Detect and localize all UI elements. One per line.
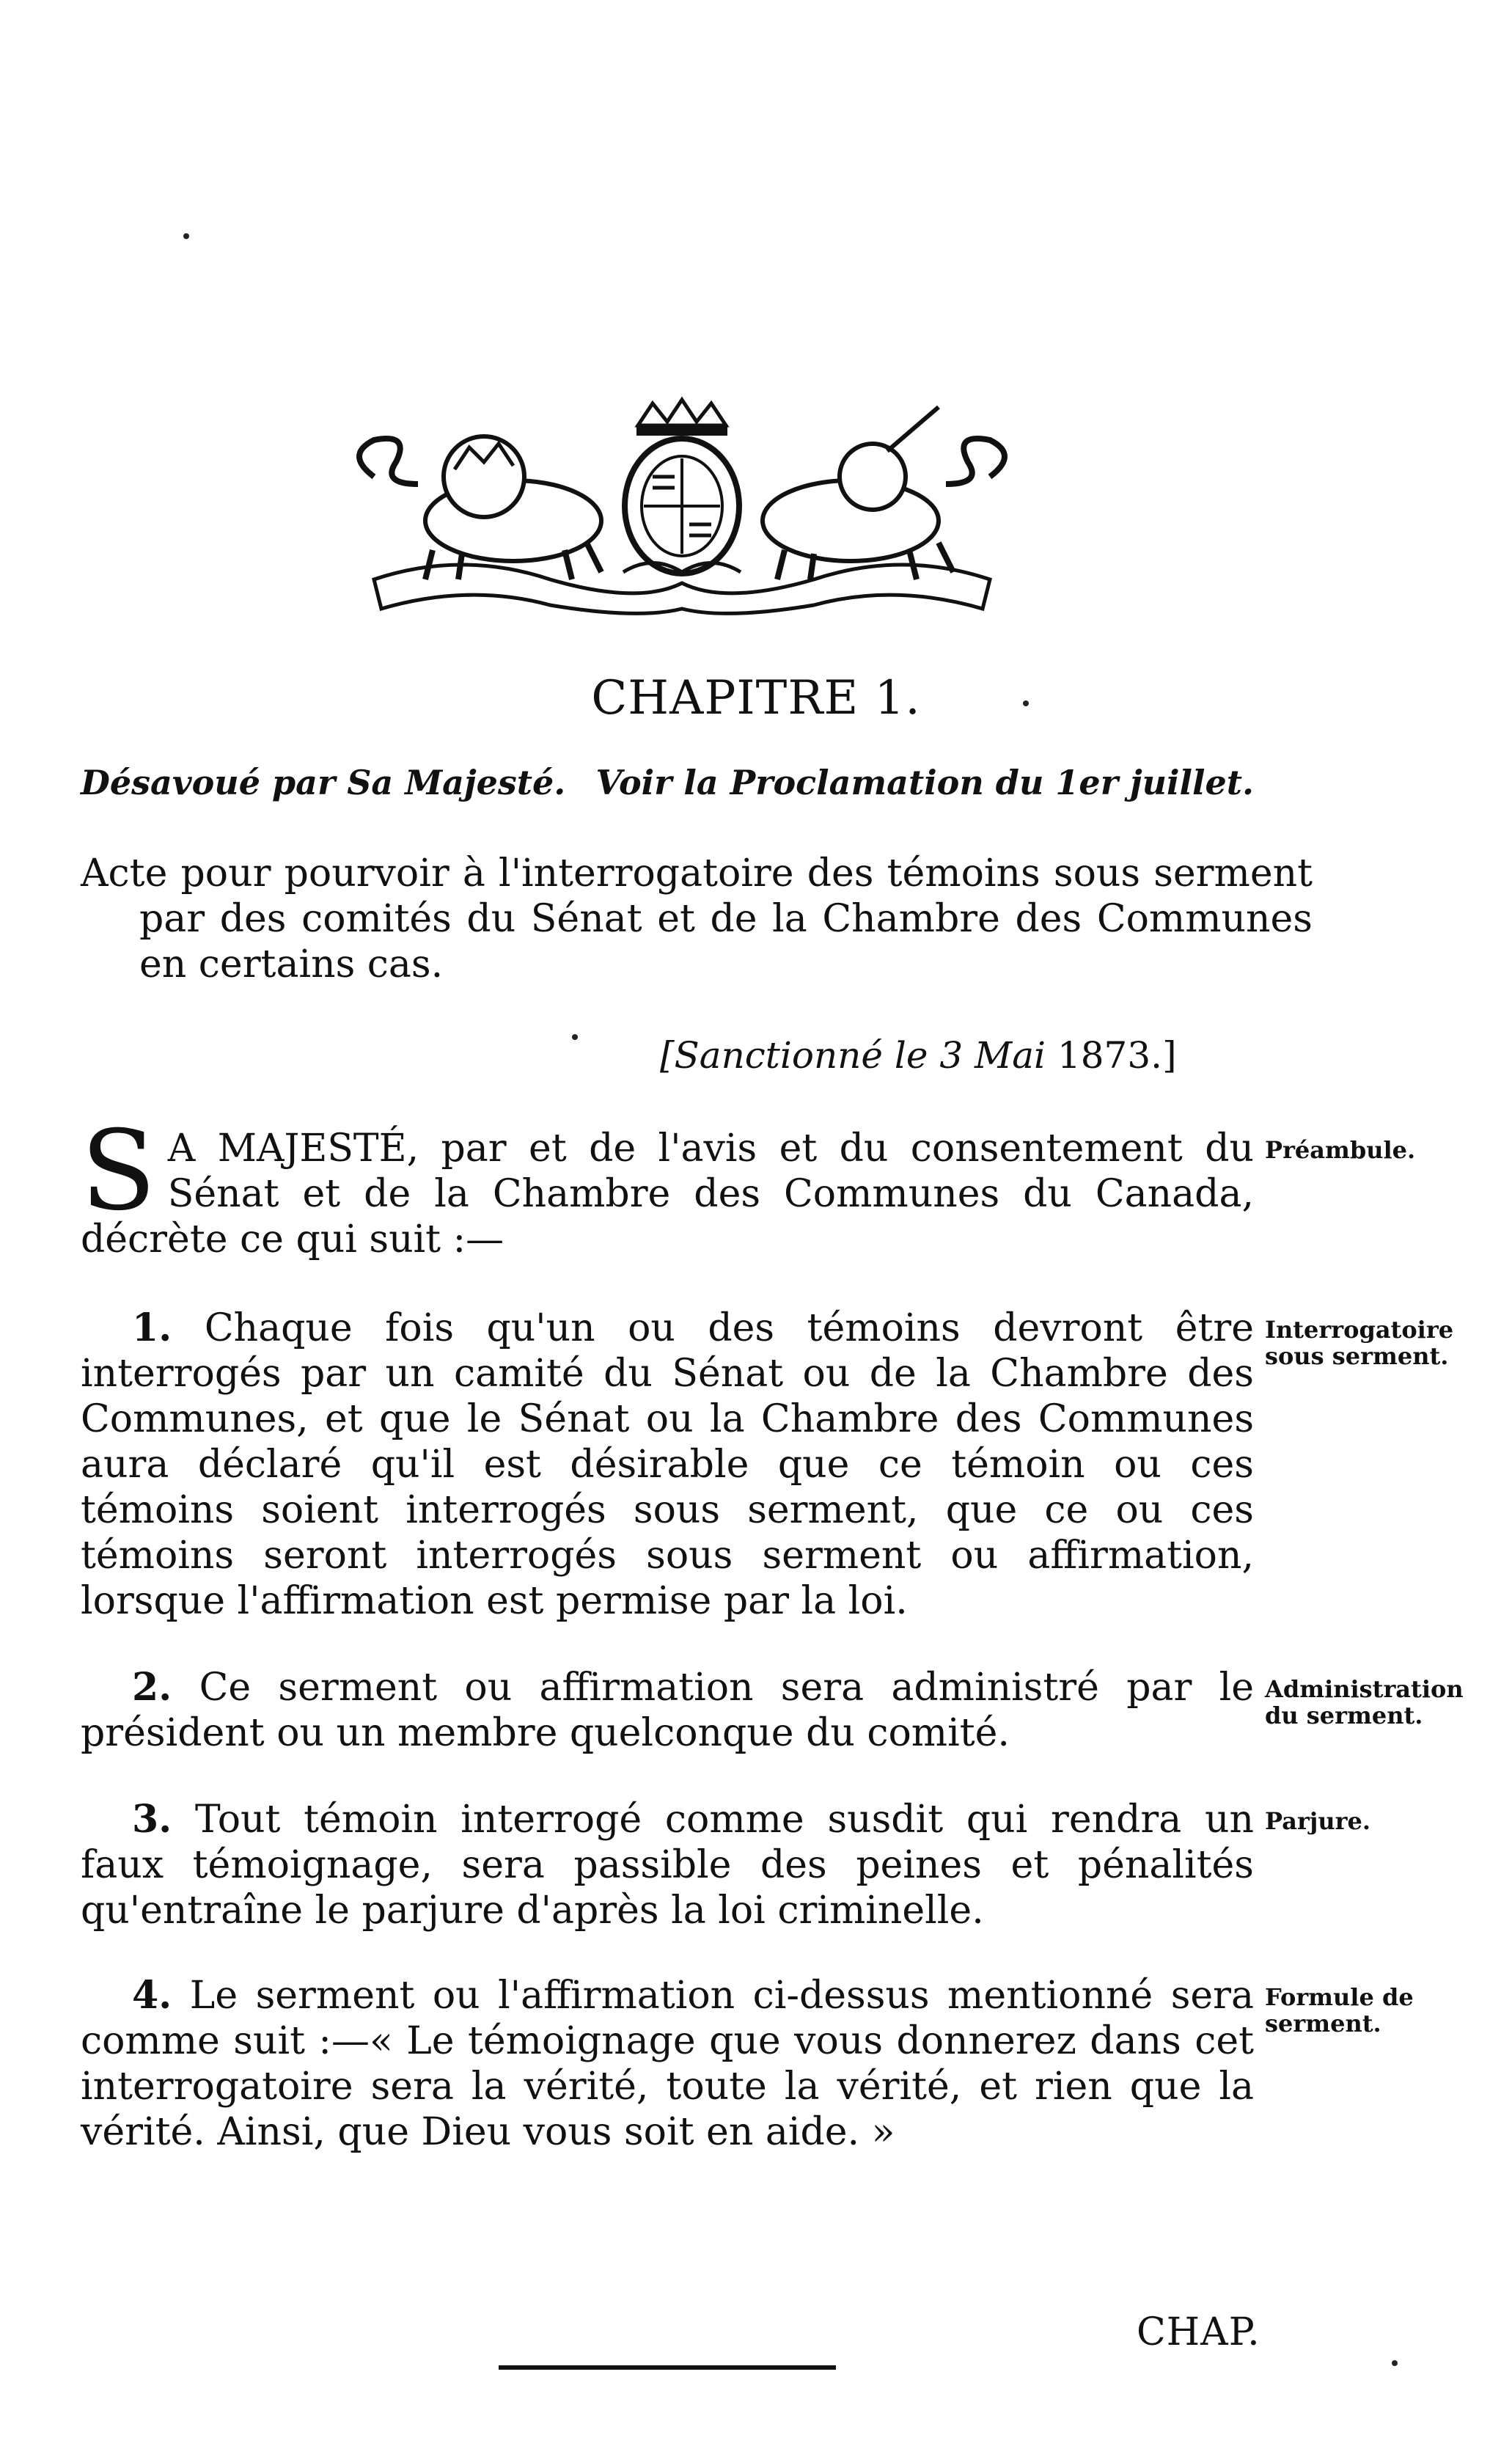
sanction-date-label: [Sanctionné le 3 Mai	[660, 1034, 1046, 1077]
ink-speck	[572, 1034, 578, 1040]
section-4	[81, 1973, 1254, 2155]
section-text: Chaque fois qu'un ou des témoins devront être interrogés par un camité du Sénat ou de la Chambre des Communes, et que le Sénat ou la Chambre des Communes aura déclaré qu'il est désirable que ce témoin ou ces témoins soient interrogés sous serment, que ce ou ces témoins seront interrogés sous serment ou affirmation, lorsque l'affirmation est permise par la loi.	[81, 1306, 1255, 1623]
section-text: Tout témoin interrogé comme susdit qui rendra un faux témoignage, sera passible des peines et pénalités qu'entraîne le parjure d'après la loi criminelle.	[81, 1798, 1254, 1933]
margin-note-section-4: Formule de serment.	[1265, 1983, 1414, 2037]
section-number: 4.	[132, 1973, 172, 2018]
margin-note-preamble: Préambule.	[1265, 1136, 1416, 1164]
closing-rule	[499, 2365, 836, 2370]
section-number: 2.	[132, 1665, 172, 1710]
chapter-title: CHAPITRE 1.	[591, 671, 921, 725]
disallowance-notice	[81, 763, 1254, 802]
preamble-dropcap: S	[81, 1107, 156, 1235]
act-title: Acte pour pourvoir à l'interrogatoire des témoins sous serment par des comités du Sénat et de la Chambre des Communes en certains cas.	[81, 852, 1313, 986]
margin-note-section-3: Parjure.	[1265, 1807, 1370, 1835]
section-number: 3.	[132, 1797, 172, 1842]
sanction-date-year: 1873.]	[1057, 1034, 1177, 1077]
section-3	[81, 1797, 1254, 1933]
section-1	[81, 1306, 1254, 1624]
royal-coat-of-arms-icon	[330, 396, 1034, 616]
section-2	[81, 1665, 1254, 1756]
sanction-date	[660, 1034, 1177, 1077]
margin-note-section-2: Administration du serment.	[1265, 1675, 1464, 1729]
disallowance-notice-right: Voir la Proclamation du 1er juillet.	[595, 763, 1254, 802]
ink-speck	[183, 233, 189, 239]
catchword: CHAP.	[1137, 2310, 1260, 2354]
margin-note-section-1: Interrogatoire sous serment.	[1265, 1316, 1454, 1370]
ink-speck	[1023, 700, 1029, 706]
preamble-text: A MAJESTÉ, par et de l'avis et du consentement du Sénat et de la Chambre des Communes du Canada, décrète ce qui suit :—	[81, 1127, 1254, 1262]
section-text: Ce serment ou affirmation sera administré par le président ou un membre quelconque du comité.	[81, 1666, 1254, 1755]
section-text: Le serment ou l'affirmation ci-dessus mentionné sera comme suit :—« Le témoignage que vous donnerez dans cet interrogatoire sera la vérité, toute la vérité, et rien que la vérité. Ainsi, que Dieu vous soit en aide. »	[81, 1974, 1255, 2154]
section-number: 1.	[132, 1306, 172, 1350]
preamble	[81, 1107, 1254, 1262]
disallowance-notice-left: Désavoué par Sa Majesté.	[81, 763, 566, 802]
ink-speck	[1392, 2360, 1398, 2366]
